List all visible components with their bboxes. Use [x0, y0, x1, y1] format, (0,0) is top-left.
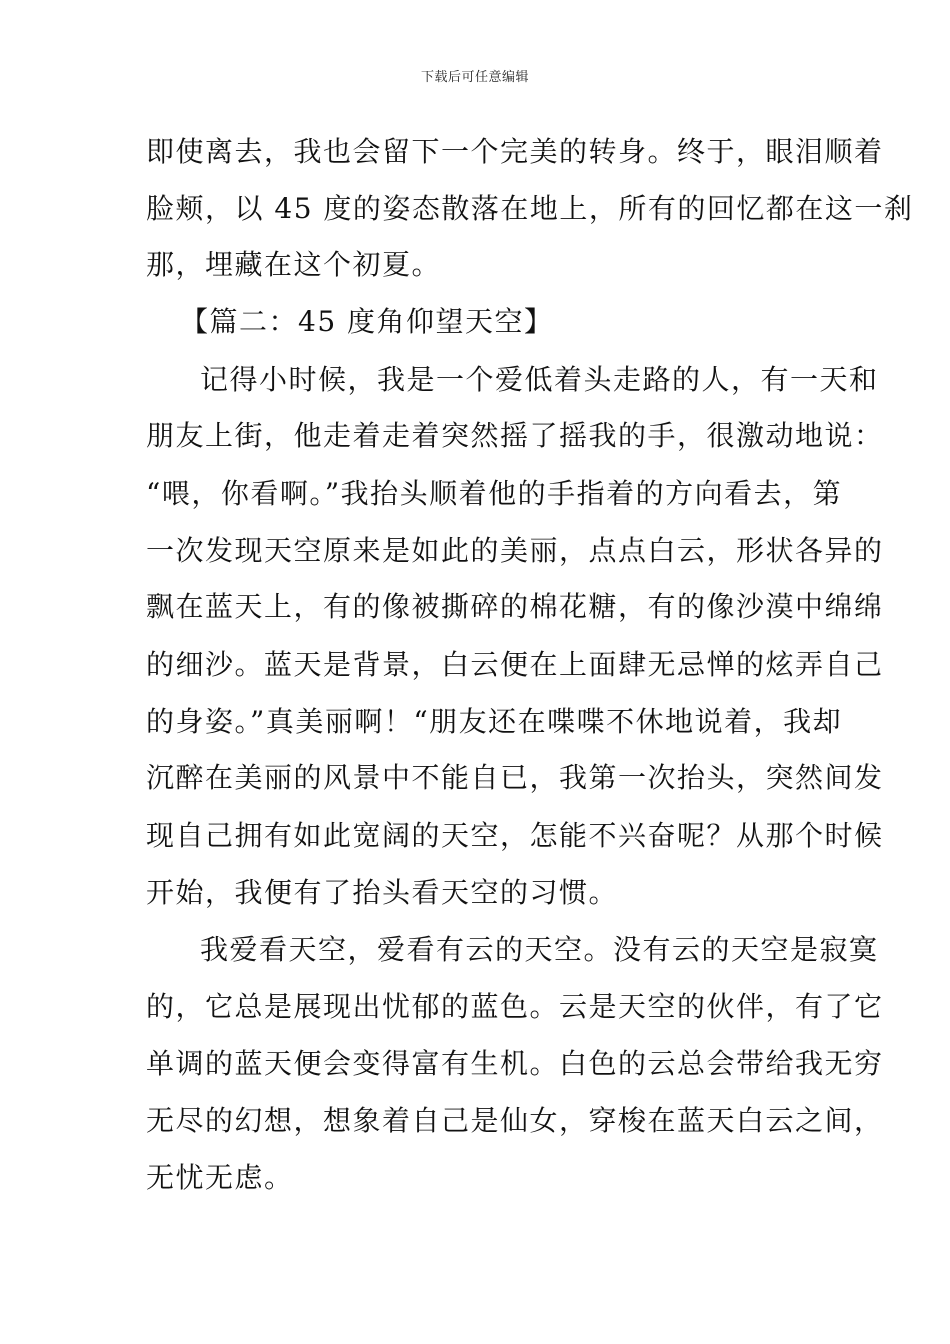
- text-line: 朋友上街，他走着走着突然摇了摇我的手，很激动地说：: [146, 419, 884, 452]
- text-line: 记得小时候，我是一个爱低着头走路的人，有一天和: [200, 363, 879, 396]
- text-line: 即使离去，我也会留下一个完美的转身。终于，眼泪顺着: [146, 135, 884, 168]
- text-line: 飘在蓝天上，有的像被撕碎的棉花糖，有的像沙漠中绵绵: [146, 590, 884, 623]
- text-line: 的，它总是展现出忧郁的蓝色。云是天空的伙伴，有了它: [146, 990, 884, 1023]
- text-line: 脸颊，以 45 度的姿态散落在地上，所有的回忆都在这一刹: [146, 192, 914, 225]
- section-heading: 【篇二：45 度角仰望天空】: [180, 305, 554, 338]
- text-line: 开始，我便有了抬头看天空的习惯。: [146, 876, 619, 909]
- header-note: 下载后可任意编辑: [420, 70, 529, 85]
- text-line: 单调的蓝天便会变得富有生机。白色的云总会带给我无穷: [146, 1047, 884, 1080]
- text-line: 现自己拥有如此宽阔的天空，怎能不兴奋呢？从那个时候: [146, 819, 884, 852]
- text-line: 那，埋藏在这个初夏。: [146, 248, 442, 281]
- text-line: 沉醉在美丽的风景中不能自已，我第一次抬头，突然间发: [146, 761, 884, 794]
- text-line: 我爱看天空，爱看有云的天空。没有云的天空是寂寞: [200, 933, 879, 966]
- text-line: 一次发现天空原来是如此的美丽，点点白云，形状各异的: [146, 534, 884, 567]
- text-line: 的身姿。”真美丽啊！“朋友还在喋喋不休地说着，我却: [146, 705, 843, 738]
- text-line: “喂，你看啊。”我抬头顺着他的手指着的方向看去，第: [146, 477, 843, 510]
- text-line: 无尽的幻想，想象着自己是仙女，穿梭在蓝天白云之间，: [146, 1104, 884, 1137]
- text-line: 的细沙。蓝天是背景，白云便在上面肆无忌惮的炫弄自己: [146, 648, 884, 681]
- text-line: 无忧无虑。: [146, 1161, 294, 1194]
